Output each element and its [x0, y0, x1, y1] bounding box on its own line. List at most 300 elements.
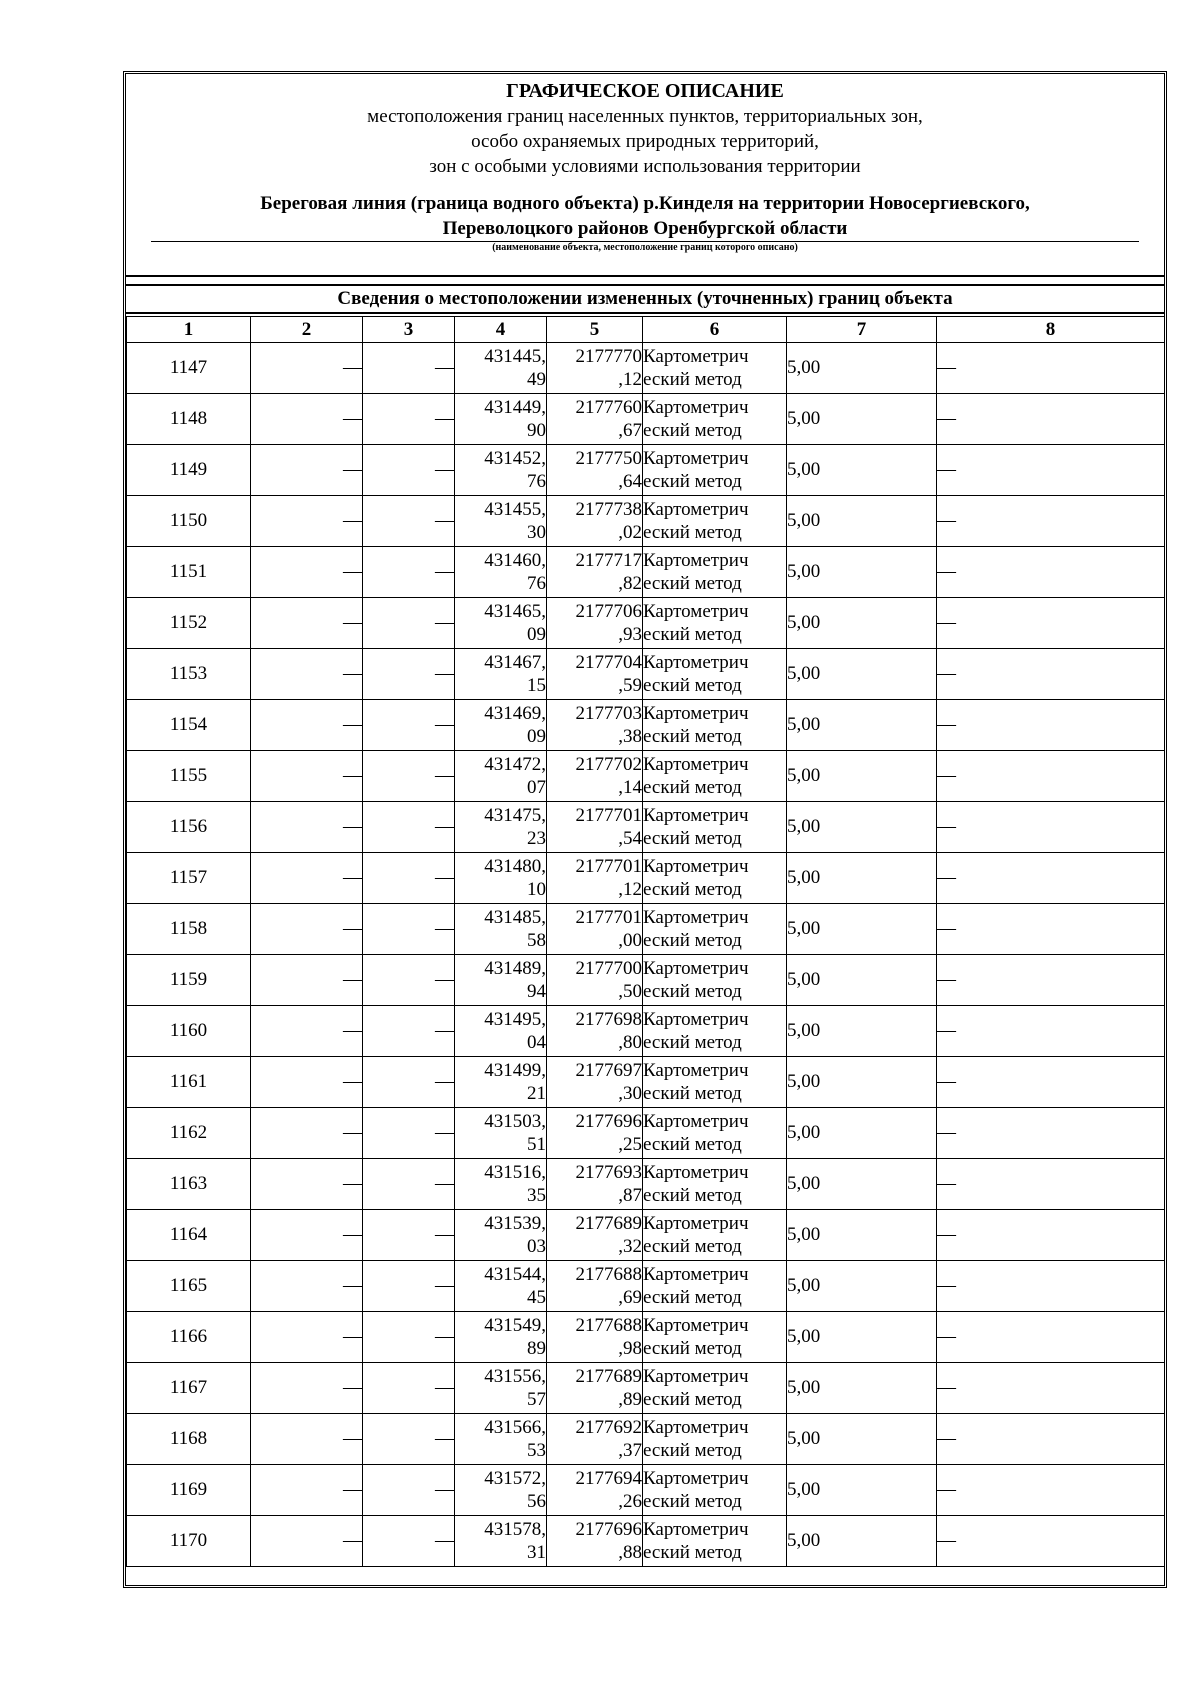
method-text: Картометрич	[643, 652, 749, 673]
x-coordinate	[455, 1465, 547, 1516]
dash-cell: —	[937, 1465, 1165, 1516]
section-title: Сведения о местоположении измененных (уточненных) границ объекта	[126, 284, 1164, 314]
x-coordinate-part: 431467,	[484, 652, 546, 673]
y-coordinate-part: 2177688	[575, 1264, 642, 1285]
accuracy-cell: 5,00	[787, 1465, 937, 1516]
y-coordinate-part: 2177750	[575, 448, 642, 469]
method-text: еский метод	[643, 1083, 742, 1104]
table-row	[127, 802, 1165, 853]
dash-cell: —	[937, 700, 1165, 751]
y-coordinate-part: ,00	[618, 930, 642, 951]
method-cell	[643, 904, 787, 955]
dash-cell: —	[363, 445, 455, 496]
point-number: 1167	[127, 1363, 251, 1414]
point-number: 1148	[127, 394, 251, 445]
method-text: Картометрич	[643, 856, 749, 877]
x-coordinate	[455, 394, 547, 445]
method-text: еский метод	[643, 624, 742, 645]
accuracy-cell: 5,00	[787, 955, 937, 1006]
table-row	[127, 955, 1165, 1006]
y-coordinate-part: ,67	[618, 420, 642, 441]
dash-cell: —	[363, 802, 455, 853]
method-cell	[643, 1261, 787, 1312]
y-coordinate	[547, 1057, 643, 1108]
accuracy-cell: 5,00	[787, 1210, 937, 1261]
y-coordinate	[547, 1006, 643, 1057]
x-coordinate-part: 09	[527, 624, 546, 645]
dash-cell: —	[363, 1057, 455, 1108]
x-coordinate-part: 89	[527, 1338, 546, 1359]
x-coordinate-part: 431465,	[484, 601, 546, 622]
x-coordinate	[455, 1261, 547, 1312]
y-coordinate-part: ,37	[618, 1440, 642, 1461]
method-text: еский метод	[643, 930, 742, 951]
y-coordinate-part: 2177694	[575, 1468, 642, 1489]
dash-cell: —	[363, 853, 455, 904]
y-coordinate-part: ,14	[618, 777, 642, 798]
table-row	[127, 1312, 1165, 1363]
y-coordinate-part: ,87	[618, 1185, 642, 1206]
method-cell	[643, 1516, 787, 1567]
point-number: 1151	[127, 547, 251, 598]
y-coordinate-part: 2177738	[575, 499, 642, 520]
x-coordinate-part: 09	[527, 726, 546, 747]
y-coordinate-part: ,64	[618, 471, 642, 492]
table-row	[127, 1108, 1165, 1159]
method-text: Картометрич	[643, 1060, 749, 1081]
y-coordinate-part: ,12	[618, 369, 642, 390]
method-cell	[643, 394, 787, 445]
method-text: Картометрич	[643, 703, 749, 724]
dash-cell: —	[363, 649, 455, 700]
point-number: 1154	[127, 700, 251, 751]
dash-cell: —	[363, 1312, 455, 1363]
method-text: Картометрич	[643, 1264, 749, 1285]
method-text: Картометрич	[643, 1417, 749, 1438]
x-coordinate-part: 431539,	[484, 1213, 546, 1234]
y-coordinate-part: ,12	[618, 879, 642, 900]
dash-cell: —	[363, 1210, 455, 1261]
x-coordinate	[455, 904, 547, 955]
dash-cell: —	[937, 1210, 1165, 1261]
dash-cell: —	[363, 1414, 455, 1465]
dash-cell: —	[937, 1159, 1165, 1210]
y-coordinate-part: ,80	[618, 1032, 642, 1053]
dash-cell: —	[251, 955, 363, 1006]
object-name-line: Переволоцкого районов Оренбургской области	[442, 218, 848, 239]
table-row	[127, 853, 1165, 904]
dash-cell: —	[251, 802, 363, 853]
x-coordinate	[455, 1363, 547, 1414]
table-row	[127, 904, 1165, 955]
dash-cell: —	[937, 1312, 1165, 1363]
x-coordinate-part: 431475,	[484, 805, 546, 826]
method-text: еский метод	[643, 1032, 742, 1053]
dash-cell: —	[363, 1516, 455, 1567]
x-coordinate	[455, 955, 547, 1006]
dash-cell: —	[363, 904, 455, 955]
x-coordinate-part: 30	[527, 522, 546, 543]
dash-cell: —	[937, 598, 1165, 649]
method-text: еский метод	[643, 981, 742, 1002]
y-coordinate-part: 2177706	[575, 601, 642, 622]
column-header: 1	[127, 317, 251, 343]
dash-cell: —	[937, 1006, 1165, 1057]
method-text: Картометрич	[643, 1468, 749, 1489]
x-coordinate-part: 431572,	[484, 1468, 546, 1489]
x-coordinate-part: 04	[527, 1032, 546, 1053]
point-number: 1155	[127, 751, 251, 802]
y-coordinate	[547, 1108, 643, 1159]
accuracy-cell: 5,00	[787, 1516, 937, 1567]
method-text: еский метод	[643, 1338, 742, 1359]
x-coordinate	[455, 802, 547, 853]
accuracy-cell: 5,00	[787, 802, 937, 853]
table-row	[127, 1210, 1165, 1261]
y-coordinate-part: 2177703	[575, 703, 642, 724]
point-number: 1149	[127, 445, 251, 496]
x-coordinate-part: 56	[527, 1491, 546, 1512]
dash-cell: —	[251, 1261, 363, 1312]
x-coordinate-part: 431544,	[484, 1264, 546, 1285]
x-coordinate-part: 431460,	[484, 550, 546, 571]
x-coordinate-part: 431516,	[484, 1162, 546, 1183]
point-number: 1162	[127, 1108, 251, 1159]
method-text: еский метод	[643, 828, 742, 849]
table-row	[127, 1057, 1165, 1108]
point-number: 1150	[127, 496, 251, 547]
method-cell	[643, 1057, 787, 1108]
y-coordinate	[547, 1363, 643, 1414]
point-number: 1165	[127, 1261, 251, 1312]
dash-cell: —	[251, 904, 363, 955]
dash-cell: —	[363, 1363, 455, 1414]
x-coordinate-part: 431472,	[484, 754, 546, 775]
dash-cell: —	[937, 1108, 1165, 1159]
dash-cell: —	[363, 1159, 455, 1210]
method-text: Картометрич	[643, 1315, 749, 1336]
table-body	[127, 343, 1165, 1567]
dash-cell: —	[363, 700, 455, 751]
document-header	[126, 74, 1164, 277]
object-name-line: Береговая линия (граница водного объекта) р.Кинделя на территории Новосергиевского,	[260, 193, 1030, 214]
table-row	[127, 1159, 1165, 1210]
x-coordinate	[455, 1006, 547, 1057]
method-text: еский метод	[643, 675, 742, 696]
y-coordinate-part: ,32	[618, 1236, 642, 1257]
method-cell	[643, 1006, 787, 1057]
method-text: еский метод	[643, 1134, 742, 1155]
method-text: Картометрич	[643, 1009, 749, 1030]
dash-cell: —	[251, 1516, 363, 1567]
dash-cell: —	[363, 955, 455, 1006]
y-coordinate	[547, 343, 643, 394]
y-coordinate	[547, 853, 643, 904]
x-coordinate-part: 431469,	[484, 703, 546, 724]
dash-cell: —	[363, 343, 455, 394]
accuracy-cell: 5,00	[787, 853, 937, 904]
y-coordinate-part: ,59	[618, 675, 642, 696]
y-coordinate-part: 2177698	[575, 1009, 642, 1030]
x-coordinate	[455, 343, 547, 394]
x-coordinate	[455, 598, 547, 649]
column-header: 6	[643, 317, 787, 343]
dash-cell: —	[363, 598, 455, 649]
x-coordinate-part: 49	[527, 369, 546, 390]
method-text: Картометрич	[643, 907, 749, 928]
accuracy-cell: 5,00	[787, 496, 937, 547]
method-text: еский метод	[643, 1287, 742, 1308]
y-coordinate-part: 2177700	[575, 958, 642, 979]
y-coordinate-part: ,25	[618, 1134, 642, 1155]
method-cell	[643, 700, 787, 751]
subtitle-line: особо охраняемых природных территорий,	[471, 131, 819, 152]
dash-cell: —	[363, 1465, 455, 1516]
point-number: 1153	[127, 649, 251, 700]
column-header: 7	[787, 317, 937, 343]
subtitle-line: зон с особыми условиями использования территории	[429, 156, 861, 177]
x-coordinate-part: 431566,	[484, 1417, 546, 1438]
x-coordinate	[455, 751, 547, 802]
method-text: Картометрич	[643, 805, 749, 826]
dash-cell: —	[363, 394, 455, 445]
dash-cell: —	[251, 445, 363, 496]
dash-cell: —	[937, 343, 1165, 394]
dash-cell: —	[251, 649, 363, 700]
x-coordinate	[455, 853, 547, 904]
accuracy-cell: 5,00	[787, 751, 937, 802]
dash-cell: —	[363, 1108, 455, 1159]
method-text: еский метод	[643, 522, 742, 543]
table-row	[127, 343, 1165, 394]
point-number: 1170	[127, 1516, 251, 1567]
y-coordinate-part: 2177702	[575, 754, 642, 775]
method-cell	[643, 445, 787, 496]
y-coordinate	[547, 1261, 643, 1312]
y-coordinate-part: ,54	[618, 828, 642, 849]
method-text: Картометрич	[643, 397, 749, 418]
accuracy-cell: 5,00	[787, 1261, 937, 1312]
table-row	[127, 445, 1165, 496]
y-coordinate-part: 2177692	[575, 1417, 642, 1438]
y-coordinate	[547, 1516, 643, 1567]
method-cell	[643, 598, 787, 649]
dash-cell: —	[937, 1261, 1165, 1312]
column-header: 8	[937, 317, 1165, 343]
dash-cell: —	[937, 1516, 1165, 1567]
dash-cell: —	[937, 802, 1165, 853]
x-coordinate-part: 90	[527, 420, 546, 441]
x-coordinate-part: 431495,	[484, 1009, 546, 1030]
x-coordinate	[455, 1159, 547, 1210]
x-coordinate-part: 76	[527, 573, 546, 594]
dash-cell: —	[363, 547, 455, 598]
point-number: 1161	[127, 1057, 251, 1108]
table-row	[127, 598, 1165, 649]
method-text: Картометрич	[643, 1519, 749, 1540]
x-coordinate	[455, 1414, 547, 1465]
dash-cell: —	[937, 1363, 1165, 1414]
table-row	[127, 1006, 1165, 1057]
method-cell	[643, 1312, 787, 1363]
table-row	[127, 1261, 1165, 1312]
y-coordinate	[547, 1312, 643, 1363]
y-coordinate	[547, 955, 643, 1006]
x-coordinate-part: 57	[527, 1389, 546, 1410]
method-text: еский метод	[643, 369, 742, 390]
x-coordinate-part: 35	[527, 1185, 546, 1206]
method-text: Картометрич	[643, 550, 749, 571]
method-cell	[643, 1414, 787, 1465]
x-coordinate	[455, 1210, 547, 1261]
y-coordinate-part: 2177696	[575, 1111, 642, 1132]
y-coordinate	[547, 904, 643, 955]
accuracy-cell: 5,00	[787, 649, 937, 700]
dash-cell: —	[251, 1312, 363, 1363]
subtitle-line: местоположения границ населенных пунктов, территориальных зон,	[367, 106, 923, 127]
table-row	[127, 1516, 1165, 1567]
y-coordinate-part: ,89	[618, 1389, 642, 1410]
dash-cell: —	[251, 1363, 363, 1414]
point-number: 1164	[127, 1210, 251, 1261]
point-number: 1158	[127, 904, 251, 955]
y-coordinate	[547, 496, 643, 547]
x-coordinate-part: 94	[527, 981, 546, 1002]
accuracy-cell: 5,00	[787, 1057, 937, 1108]
method-cell	[643, 496, 787, 547]
accuracy-cell: 5,00	[787, 598, 937, 649]
point-number: 1168	[127, 1414, 251, 1465]
method-cell	[643, 343, 787, 394]
accuracy-cell: 5,00	[787, 1108, 937, 1159]
x-coordinate	[455, 1312, 547, 1363]
y-coordinate-part: ,98	[618, 1338, 642, 1359]
y-coordinate	[547, 802, 643, 853]
method-cell	[643, 1159, 787, 1210]
point-number: 1159	[127, 955, 251, 1006]
x-coordinate	[455, 496, 547, 547]
x-coordinate-part: 03	[527, 1236, 546, 1257]
dash-cell: —	[937, 751, 1165, 802]
document-frame	[123, 71, 1167, 1588]
x-coordinate-part: 431445,	[484, 346, 546, 367]
dash-cell: —	[937, 1414, 1165, 1465]
dash-cell: —	[363, 751, 455, 802]
dash-cell: —	[251, 598, 363, 649]
y-coordinate	[547, 1159, 643, 1210]
x-coordinate	[455, 649, 547, 700]
accuracy-cell: 5,00	[787, 1159, 937, 1210]
y-coordinate	[547, 1465, 643, 1516]
method-text: Картометрич	[643, 601, 749, 622]
dash-cell: —	[251, 496, 363, 547]
x-coordinate-part: 431503,	[484, 1111, 546, 1132]
method-cell	[643, 649, 787, 700]
boundary-points-table	[126, 316, 1165, 1567]
y-coordinate	[547, 394, 643, 445]
x-coordinate-part: 431452,	[484, 448, 546, 469]
y-coordinate-part: ,38	[618, 726, 642, 747]
table-row	[127, 394, 1165, 445]
table-row	[127, 649, 1165, 700]
dash-cell: —	[251, 700, 363, 751]
x-coordinate-part: 23	[527, 828, 546, 849]
method-text: еский метод	[643, 777, 742, 798]
y-coordinate-part: 2177689	[575, 1366, 642, 1387]
table-row	[127, 700, 1165, 751]
table-row	[127, 1363, 1165, 1414]
x-coordinate-part: 10	[527, 879, 546, 900]
method-text: еский метод	[643, 879, 742, 900]
point-number: 1152	[127, 598, 251, 649]
table-row	[127, 1414, 1165, 1465]
x-coordinate-part: 31	[527, 1542, 546, 1563]
x-coordinate-part: 431455,	[484, 499, 546, 520]
method-text: Картометрич	[643, 346, 749, 367]
y-coordinate-part: 2177693	[575, 1162, 642, 1183]
dash-cell: —	[937, 649, 1165, 700]
table-row	[127, 547, 1165, 598]
x-coordinate-part: 431556,	[484, 1366, 546, 1387]
dash-cell: —	[251, 1210, 363, 1261]
method-text: Картометрич	[643, 754, 749, 775]
y-coordinate-part: 2177701	[575, 907, 642, 928]
y-coordinate-part: ,93	[618, 624, 642, 645]
x-coordinate-part: 53	[527, 1440, 546, 1461]
x-coordinate	[455, 547, 547, 598]
point-number: 1160	[127, 1006, 251, 1057]
method-text: еский метод	[643, 726, 742, 747]
x-coordinate-part: 431549,	[484, 1315, 546, 1336]
document-title: ГРАФИЧЕСКОЕ ОПИСАНИЕ	[506, 80, 784, 102]
method-text: Картометрич	[643, 448, 749, 469]
y-coordinate	[547, 445, 643, 496]
x-coordinate	[455, 1108, 547, 1159]
dash-cell: —	[363, 496, 455, 547]
method-text: Картометрич	[643, 1111, 749, 1132]
method-text: еский метод	[643, 1389, 742, 1410]
y-coordinate	[547, 1414, 643, 1465]
accuracy-cell: 5,00	[787, 1312, 937, 1363]
method-cell	[643, 1465, 787, 1516]
column-header: 5	[547, 317, 643, 343]
x-coordinate-part: 431485,	[484, 907, 546, 928]
dash-cell: —	[251, 394, 363, 445]
method-cell	[643, 1363, 787, 1414]
y-coordinate-part: 2177697	[575, 1060, 642, 1081]
table-row	[127, 1465, 1165, 1516]
method-text: Картометрич	[643, 1366, 749, 1387]
x-coordinate	[455, 445, 547, 496]
x-coordinate-part: 431449,	[484, 397, 546, 418]
method-text: еский метод	[643, 1491, 742, 1512]
dash-cell: —	[937, 547, 1165, 598]
method-cell	[643, 1210, 787, 1261]
dash-cell: —	[937, 955, 1165, 1006]
method-text: еский метод	[643, 1440, 742, 1461]
y-coordinate	[547, 751, 643, 802]
method-text: еский метод	[643, 573, 742, 594]
accuracy-cell: 5,00	[787, 547, 937, 598]
y-coordinate-part: ,69	[618, 1287, 642, 1308]
accuracy-cell: 5,00	[787, 394, 937, 445]
object-caption: (наименование объекта, местоположение границ которого описано)	[492, 242, 798, 253]
accuracy-cell: 5,00	[787, 445, 937, 496]
x-coordinate	[455, 1516, 547, 1567]
point-number: 1157	[127, 853, 251, 904]
y-coordinate-part: 2177717	[575, 550, 642, 571]
method-text: Картометрич	[643, 499, 749, 520]
